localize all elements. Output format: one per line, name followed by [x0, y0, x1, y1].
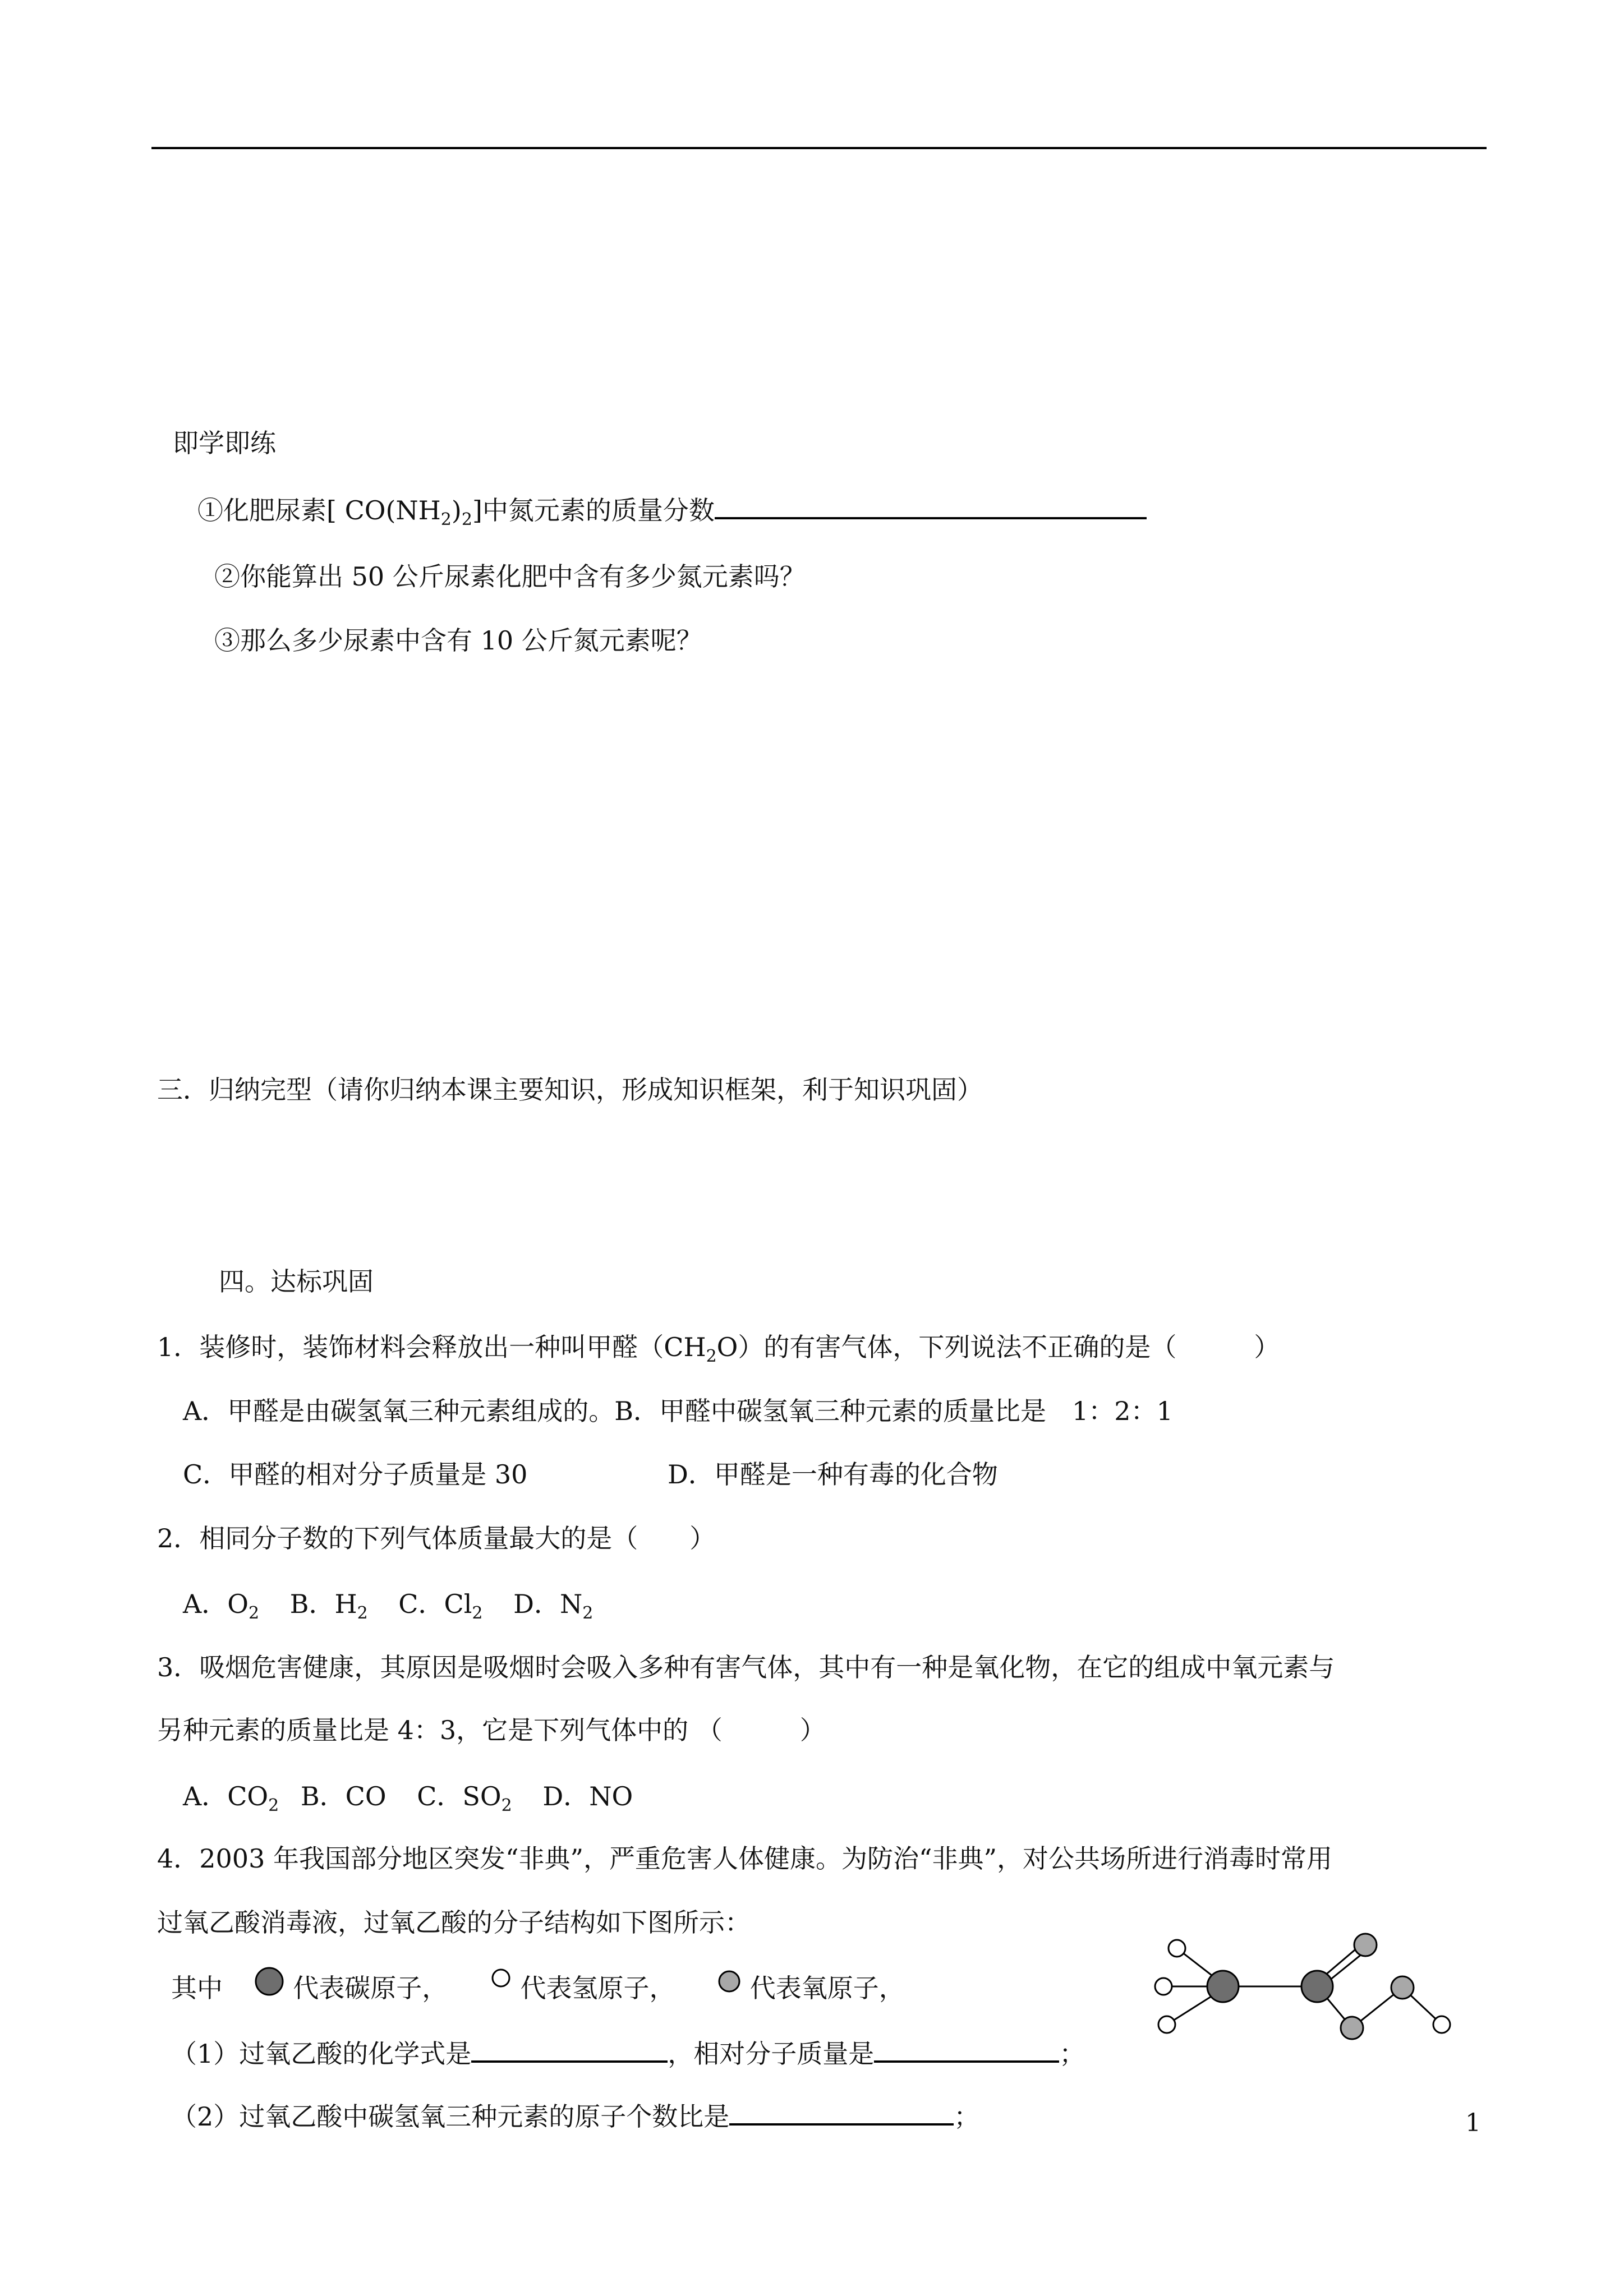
question-3-options: A．$CO_2$ B．CO C．$SO_2$ D．NO — [183, 1781, 633, 1816]
question-4-line-2: 过氧乙酸消毒液，过氧乙酸的分子结构如下图所示： — [157, 1907, 751, 1938]
question-2-options: A．$O_2$ B．$H_2$ C．$Cl_2$ D．$N_2$ — [183, 1589, 594, 1624]
section-3-title: 三．归纳完型（请你归纳本课主要知识，形成知识框架，利于知识巩固） — [157, 1075, 983, 1105]
peracetic-acid-structure-diagram — [1139, 1929, 1475, 2058]
question-3-line-1: 3．吸烟危害健康，其原因是吸烟时会吸入多种有害气体，其中有一种是氧化物，在它的组成中氧元素与 — [157, 1652, 1335, 1682]
question-4-sub-1: （1）过氧乙酸的化学式是 ，相对分子质量是 ； — [171, 2036, 1085, 2071]
molar-mass-blank[interactable] — [874, 2036, 1059, 2063]
oxygen-atom — [1354, 1934, 1377, 1956]
option-a: A．甲醛是由碳氢氧三种元素组成的。 — [183, 1396, 615, 1426]
practice-question-3: ③那么多少尿素中含有 10 公斤氮元素呢？ — [214, 625, 702, 656]
question-1-stem: 1．装修时，装饰材料会释放出一种叫甲醛$(CH_2O)$的有害气体，下列说法不正确的是（ ） — [157, 1332, 1280, 1367]
hydrogen-atom — [1155, 1978, 1172, 1995]
question-2-stem: 2．相同分子数的下列气体质量最大的是（ ） — [157, 1523, 716, 1553]
hydrogen-atom-icon — [490, 1967, 512, 1989]
atom-ratio-blank[interactable] — [729, 2099, 954, 2126]
option-b: B．甲醛中碳氢氧三种元素的质量比是 1：2：1 — [614, 1396, 1173, 1426]
formula-blank[interactable] — [471, 2036, 668, 2063]
question-4-sub-2: （2）过氧乙酸中碳氢氧三种元素的原子个数比是 ； — [171, 2099, 979, 2133]
answer-blank[interactable] — [715, 492, 1147, 519]
question-1-option-c: C．甲醛的相对分子质量是 30 — [183, 1459, 528, 1490]
practice-question-2: ②你能算出 50 公斤尿素化肥中含有多少氮元素吗？ — [214, 561, 806, 592]
question-1-option-d: D．甲醛是一种有毒的化合物 — [668, 1459, 998, 1490]
hydrogen-atom — [1433, 2016, 1450, 2033]
carbon-atom — [1301, 1971, 1333, 2002]
carbon-atom-icon — [254, 1966, 285, 1997]
section-4-title: 四。达标巩固 — [219, 1266, 374, 1297]
oxygen-atom — [1391, 1976, 1414, 1999]
oxygen-atom — [1341, 2017, 1363, 2039]
oxygen-atom-icon — [717, 1969, 742, 1994]
hydrogen-atom — [1168, 1940, 1185, 1957]
hydrogen-atom — [1158, 2016, 1175, 2033]
atom-legend: 其中 代表碳原子， 代表氢原子， 代表氧原子， — [171, 1971, 905, 2006]
carbon-atom — [1207, 1971, 1239, 2002]
header-rule — [151, 147, 1487, 149]
practice-heading: 即学即练 — [173, 428, 276, 458]
question-1-options-ab — [183, 1394, 1173, 1428]
question-4-line-1: 4．2003 年我国部分地区突发“非典”，严重危害人体健康。为防治“非典”，对公共场所进行消毒时常用 — [157, 1843, 1333, 1874]
practice-question-1: ①化肥尿素[ $CO(NH_2)_2$]中氮元素的质量分数 — [197, 492, 1147, 527]
question-3-line-2: 另种元素的质量比是 4：3，它是下列气体中的 （ ） — [157, 1715, 826, 1745]
page-number: 1 — [1465, 2109, 1481, 2137]
